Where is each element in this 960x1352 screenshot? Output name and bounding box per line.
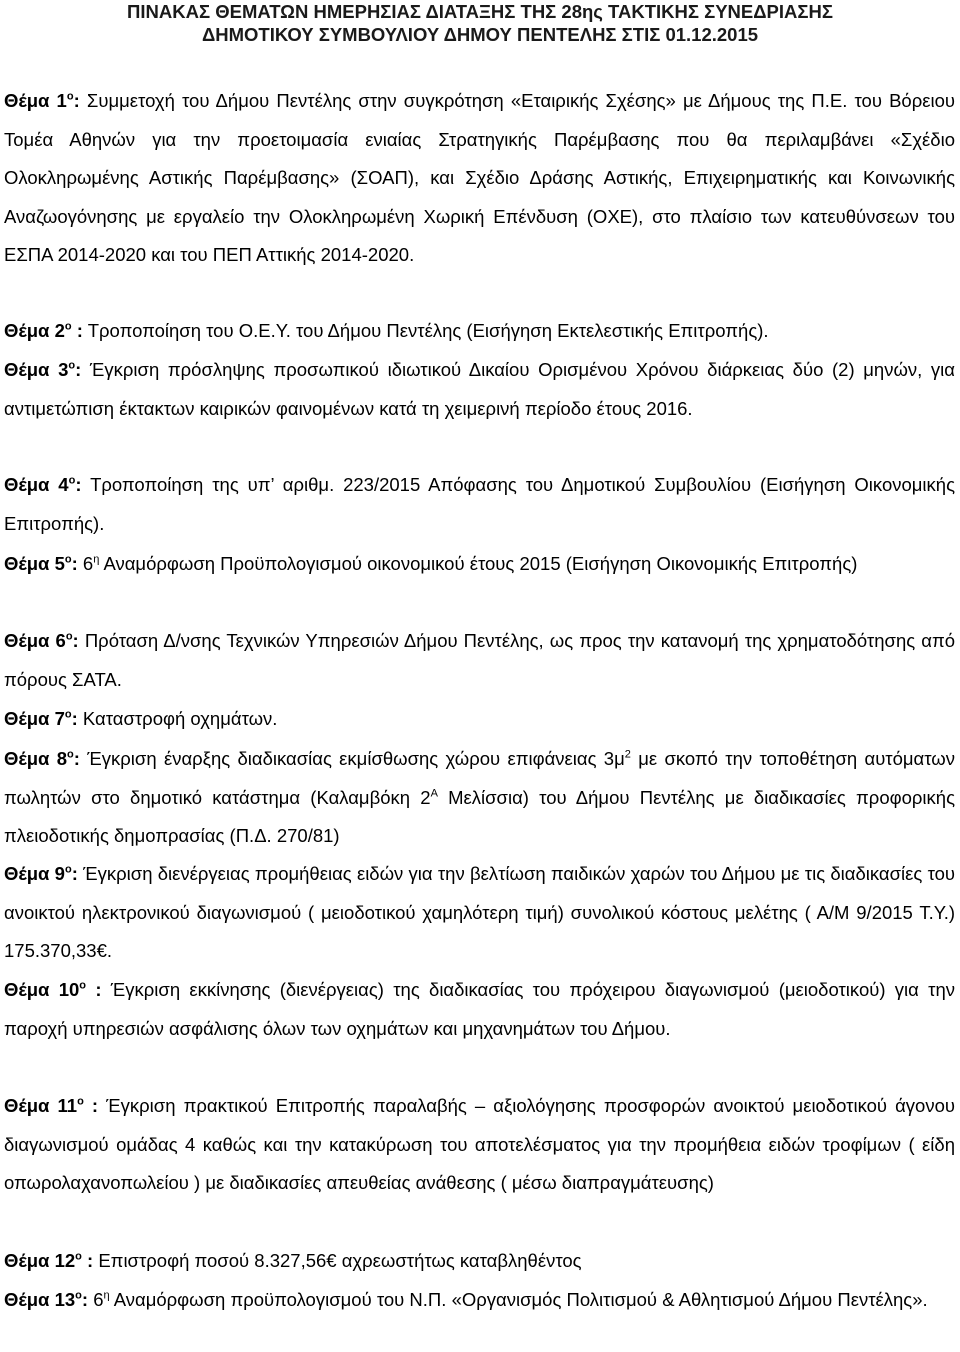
agenda-item-1 (4, 82, 955, 275)
agenda-item-11 (4, 1087, 955, 1203)
agenda-item-10 (4, 971, 955, 1048)
document-title-line-2: ΔΗΜΟΤΙΚΟΥ ΣΥΜΒΟΥΛΙΟΥ ΔΗΜΟΥ ΠΕΝΤΕΛΗΣ ΣΤΙΣ 01.12.2015 (201, 24, 759, 45)
item-label: Θέμα $12^o$ : (4, 1250, 94, 1271)
item-label: Θέμα $11^o$ : (4, 1095, 99, 1116)
agenda-item-13 (4, 1281, 955, 1320)
item-text: Τροποποίηση της υπ’ αριθμ. 223/2015 Απόφασης του Δημοτικού Συμβουλίου (Εισήγηση Οικονομικής Επιτροπής). (4, 474, 955, 534)
agenda-item-8 (4, 740, 955, 856)
item-label: Θέμα $2^o$ : (4, 320, 83, 341)
item-text: Τροποποίηση του Ο.Ε.Υ. του Δήμου Πεντέλης (Εισήγηση Εκτελεστικής Επιτροπής). (87, 320, 769, 341)
item-label: Θέμα $10^o$ : (4, 979, 102, 1000)
item-text: Έγκριση πρόσληψης προσωπικού ιδιωτικού Δικαίου Ορισμένου Χρόνου διάρκειας δύο (2) μηνών, για αντιμετώπιση έκτακτων καιρικών φαινομένων κατά τη χειμερινή περίοδο έτους 2016. (4, 359, 955, 419)
item-label: Θέμα $4^o$: (4, 474, 82, 495)
agenda-item-4 (4, 466, 955, 543)
item-label: Θέμα $6^o$: (4, 630, 79, 651)
item-label: Θέμα $9^o$: (4, 863, 78, 884)
agenda-item-6 (4, 622, 955, 699)
item-text: Συμμετοχή του Δήμου Πεντέλης στην συγκρότηση «Εταιρικής Σχέσης» με Δήμους της Π.Ε. του Βόρειου Τομέα Αθηνών για την προετοιμασία ενιαίας Στρατηγικής Παρέμβασης που θα περιλαμβάνει «Σχέδιο Ολοκληρωμένης Αστικής Παρέμβασης» (ΣΟΑΠ), και Σχέδιο Δράσης Αστικής, Επιχειρηματικής και Κοινωνικής Αναζωογόνησης με εργαλείο την Ολοκληρωμένη Χωρική Επένδυση (ΟΧΕ), στο πλαίσιο των κατευθύνσεων του ΕΣΠΑ 2014-2020 και του ΠΕΠ Αττικής 2014-2020. (4, 90, 956, 265)
document-title-line-1: ΠΙΝΑΚΑΣ ΘΕΜΑΤΩΝ ΗΜΕΡΗΣΙΑΣ ΔΙΑΤΑΞΗΣ ΤΗΣ 28ης ΤΑΚΤΙΚΗΣ ΣΥΝΕΔΡΙΑΣΗΣ (127, 1, 833, 22)
item-text: Πρόταση Δ/νσης Τεχνικών Υπηρεσιών Δήμου Πεντέλης, ως προς την κατανομή της χρηματοδότησης από πόρους ΣΑΤΑ. (4, 630, 955, 690)
item-text: $6^\eta$ Αναμόρφωση προϋπολογισμού του Ν.Π. «Οργανισμός Πολιτισμού & Αθλητισμού Δήμου Πεντέλης». (93, 1289, 928, 1310)
item-label: Θέμα $5^o$: (4, 553, 78, 574)
item-label: Θέμα $8^o$: (4, 748, 80, 769)
agenda-item-5 (4, 545, 955, 584)
agenda-item-12 (4, 1242, 955, 1281)
item-text: Έγκριση εκκίνησης (διενέργειας) της διαδικασίας του πρόχειρου διαγωνισμού (μειοδοτικού) για την παροχή υπηρεσιών ασφάλισης όλων των οχημάτων και μηχανημάτων του Δήμου. (4, 979, 955, 1039)
item-text: Έγκριση πρακτικού Επιτροπής παραλαβής – αξιολόγησης προσφορών ανοικτού μειοδοτικού άγονου διαγωνισμού ομάδας 4 καθώς και την κατακύρωση του αποτελέσματος για την προμήθεια ειδών τροφίμων ( είδη οπωρολαχανοπωλείου ) με διαδικασίες απευθείας ανάθεσης ( μέσω διαπραγμάτευσης) (4, 1095, 955, 1193)
item-text: Έγκριση έναρξης διαδικασίας εκμίσθωσης χώρου επιφάνειας $3\mu^2$ με σκοπό την τοποθέτηση αυτόματων πωλητών στο δημοτικό κατάστημα (Καλαμβόκη $2^A$ Μελίσσια) του Δήμου Πεντέλης με διαδικασίες προφορικής πλειοδοτικής δημοπρασίας (Π.Δ. 270/81) (4, 748, 955, 846)
agenda-item-3 (4, 351, 955, 428)
item-label: Θέμα $1^o$: (4, 90, 80, 111)
item-label: Θέμα $13^o$: (4, 1289, 89, 1310)
item-label: Θέμα $7^o$: (4, 708, 78, 729)
item-label: Θέμα $3^o$: (4, 359, 82, 380)
item-text: $6^\eta$ Αναμόρφωση Προϋπολογισμού οικονομικού έτους 2015 (Εισήγηση Οικονομικής Επιτροπής) (82, 553, 858, 574)
agenda-item-9 (4, 855, 955, 971)
agenda-item-2 (4, 312, 955, 351)
agenda-item-7 (4, 700, 955, 739)
item-text: Επιστροφή ποσού 8.327,56€ αχρεωστήτως καταβληθέντος (98, 1250, 582, 1271)
item-text: Έγκριση διενέργειας προμήθειας ειδών για την βελτίωση παιδικών χαρών του Δήμου με τις διαδικασίες του ανοικτού ηλεκτρονικού διαγωνισμού ( μειοδοτικού χαμηλότερη τιμή) συνολικού κόστους μελέτης ( Α/Μ 9/2015 Τ.Υ.) 175.370,33€. (4, 863, 956, 961)
item-text: Καταστροφή οχημάτων. (82, 708, 278, 729)
